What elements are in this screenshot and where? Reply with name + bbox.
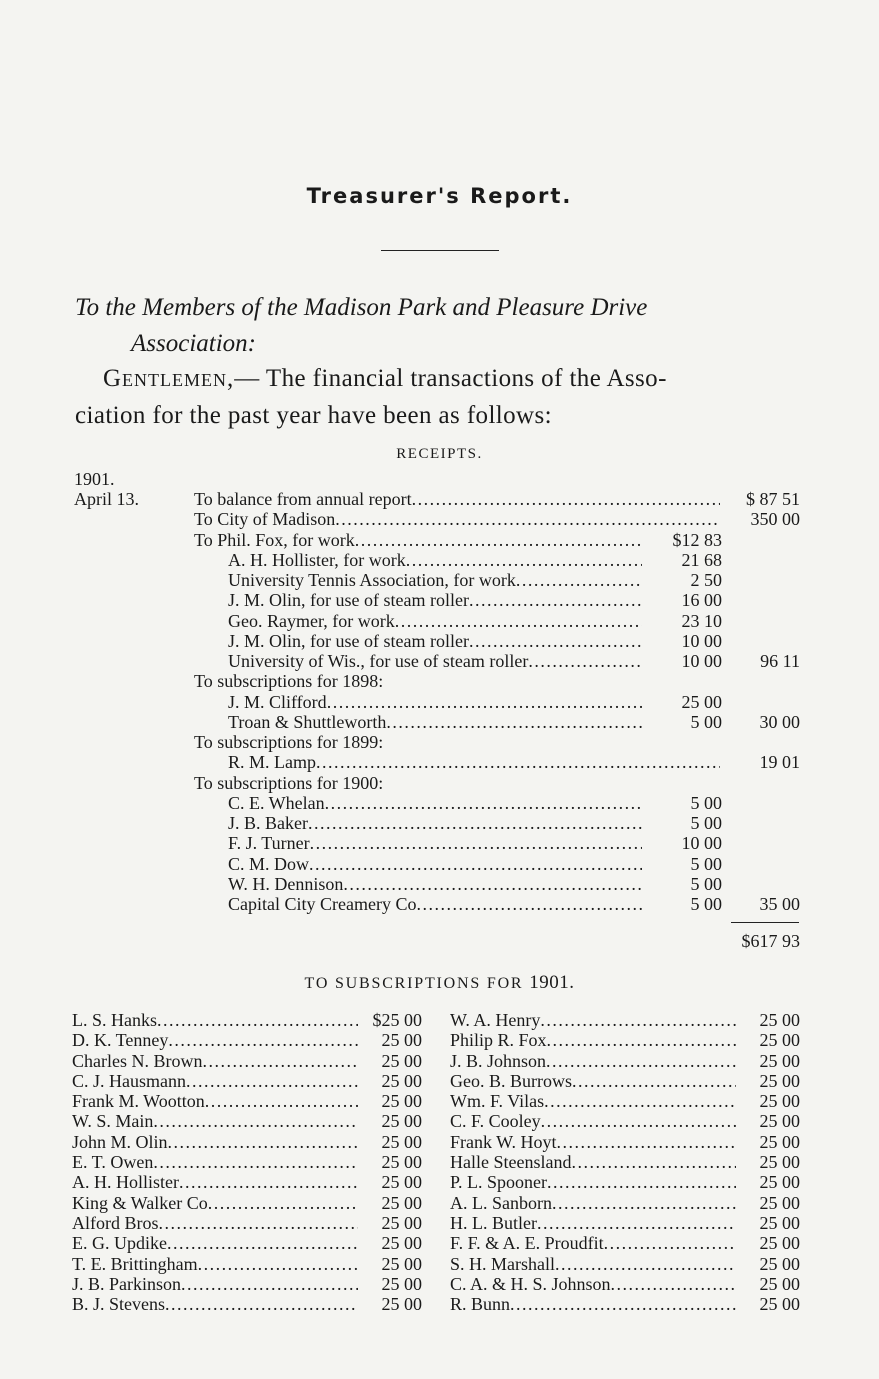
dot-leader [547, 1030, 736, 1050]
ledger-description [228, 611, 642, 631]
dot-leader [157, 1010, 358, 1030]
subscriber-row [72, 1274, 422, 1294]
dot-leader [604, 1233, 736, 1253]
subscriptions-heading-year: 1901. [529, 972, 575, 993]
subscriber-amount: 25 00 [381, 1131, 422, 1152]
ledger-item-amount: 16 00 [681, 590, 722, 611]
ledger-description [228, 651, 642, 671]
subscriber-row [72, 1254, 422, 1274]
subscriber-amount: 25 00 [381, 1070, 422, 1091]
dot-leader [153, 1152, 358, 1172]
subscriber-row [72, 1172, 422, 1192]
ledger-description [228, 813, 642, 833]
subscriber-name: W. A. Henry [450, 1010, 541, 1030]
dot-leader [516, 570, 642, 590]
ledger-row [0, 611, 879, 631]
dot-leader [546, 1051, 736, 1071]
subscriber-amount: 25 00 [759, 1192, 800, 1213]
subscriber-row [72, 1193, 422, 1213]
subscriber-amount: 25 00 [381, 1253, 422, 1274]
ledger-label: University Tennis Association, for work [228, 570, 516, 590]
subscriber-row [450, 1193, 800, 1213]
ledger-subtotal-amount: 350 00 [750, 509, 800, 530]
intro-line-2: ciation for the past year have been as follows: [75, 402, 552, 429]
ledger-label: J. M. Clifford [228, 691, 327, 712]
dot-leader [571, 1152, 736, 1172]
subscriber-amount: 25 00 [759, 1050, 800, 1071]
dot-leader [159, 1213, 359, 1233]
ledger-description [194, 530, 642, 550]
ledger-row [0, 590, 879, 610]
subscriber-amount: 25 00 [381, 1111, 422, 1132]
dot-leader [168, 1030, 358, 1050]
subscriber-name: D. K. Tenney [72, 1030, 169, 1051]
ledger-row [0, 712, 879, 732]
dot-leader [555, 1254, 736, 1274]
ledger-item-amount: 5 00 [690, 873, 722, 894]
ledger-description [228, 854, 642, 874]
ledger-row [0, 651, 879, 671]
ledger-item-amount: 25 00 [681, 691, 722, 712]
ledger-description [228, 833, 642, 853]
dot-leader [544, 1091, 736, 1111]
dot-leader [308, 813, 642, 833]
ledger-label: Troan & Shuttleworth [228, 711, 387, 732]
dot-leader [611, 1274, 736, 1294]
ledger-description [228, 793, 642, 813]
subscriber-name: Philip R. Fox [450, 1030, 547, 1051]
subscriber-amount: 25 00 [759, 1273, 800, 1294]
subscriber-amount: 25 00 [759, 1010, 800, 1030]
subscriber-row [450, 1294, 800, 1314]
dot-leader [335, 509, 720, 529]
ledger-item-amount: $12 83 [672, 529, 722, 550]
dot-leader [528, 651, 642, 671]
dot-leader [309, 854, 642, 874]
ledger-subtotal-amount: $ 87 51 [746, 489, 800, 509]
ledger-subtotal-amount: 35 00 [759, 894, 800, 914]
subscriber-name: Geo. B. Burrows [450, 1070, 572, 1091]
salutation-line-1: To the Members of the Madison Park and Pleasure Drive [75, 294, 648, 321]
dot-leader [355, 530, 642, 550]
ledger-label: J. M. Olin, for use of steam roller [228, 590, 469, 611]
subscriber-row [72, 1091, 422, 1111]
ledger-description [228, 874, 642, 894]
subscriber-amount: 25 00 [759, 1131, 800, 1152]
subscriber-row [450, 1071, 800, 1091]
ledger-label: To Phil. Fox, for work [194, 529, 355, 550]
subscriber-row [72, 1051, 422, 1071]
ledger-description [228, 631, 642, 651]
subscriber-row [72, 1010, 422, 1030]
dot-leader [537, 1213, 736, 1233]
ledger-description [228, 692, 642, 712]
subscriber-amount: 25 00 [381, 1192, 422, 1213]
subscriber-amount: 25 00 [381, 1294, 422, 1315]
ledger-row [0, 793, 879, 813]
ledger-label: To subscriptions for 1898: [194, 671, 384, 692]
ledger-subtotal-amount: 19 01 [759, 752, 800, 773]
dot-leader [327, 692, 642, 712]
ledger-description [194, 773, 642, 793]
subscriber-name: J. B. Johnson [450, 1050, 547, 1071]
subscriber-amount: 25 00 [759, 1091, 800, 1112]
subscriber-amount: 25 00 [759, 1212, 800, 1233]
dot-leader [179, 1172, 358, 1192]
subscriber-amount: 25 00 [381, 1091, 422, 1112]
ledger-item-amount: 23 10 [681, 610, 722, 631]
subscriber-row [72, 1132, 422, 1152]
ledger-item-amount: 10 00 [681, 833, 722, 854]
subscriber-amount: 25 00 [759, 1294, 800, 1315]
ledger-item-amount: 5 00 [690, 711, 722, 732]
ledger-row [0, 631, 879, 651]
subscriber-name: T. E. Brittingham [72, 1253, 198, 1274]
subscriber-name: F. F. & A. E. Proudfit [450, 1233, 604, 1254]
subscriber-name: B. J. Stevens [72, 1294, 166, 1315]
subscriber-row [450, 1213, 800, 1233]
ledger-subtotal-amount: 30 00 [759, 711, 800, 732]
dot-leader [572, 1071, 736, 1091]
dot-leader [552, 1193, 736, 1213]
ledger-item-amount: 21 68 [681, 549, 722, 570]
subscriber-name: Alford Bros [72, 1212, 159, 1233]
dot-leader [547, 1172, 736, 1192]
subscriber-row [450, 1132, 800, 1152]
dot-leader [167, 1233, 358, 1253]
salutation [75, 290, 810, 362]
ledger-description [194, 671, 642, 691]
dot-leader [406, 550, 642, 570]
ledger-row [0, 874, 879, 894]
subscribers-left-column [72, 1010, 422, 1314]
total-rule [731, 922, 799, 923]
dot-leader [168, 1132, 358, 1152]
dot-leader [510, 1294, 736, 1314]
ledger-label: F. J. Turner [228, 833, 310, 854]
subscriber-row [450, 1091, 800, 1111]
ledger-description [228, 550, 642, 570]
ledger-row [0, 671, 879, 691]
dot-leader [395, 611, 642, 631]
dot-leader [205, 1091, 358, 1111]
dot-leader [310, 833, 642, 853]
subscriber-amount: 25 00 [759, 1253, 800, 1274]
dot-leader [386, 712, 642, 732]
intro-paragraph [75, 360, 805, 434]
ledger-label: A. H. Hollister, for work [228, 549, 406, 570]
dot-leader [181, 1274, 358, 1294]
subscriber-row [450, 1233, 800, 1253]
ledger-label: To subscriptions for 1900: [194, 772, 384, 793]
receipts-heading: RECEIPTS. [396, 446, 483, 462]
ledger-item-amount: 5 00 [690, 792, 722, 813]
ledger-row [0, 732, 879, 752]
subscriber-name: A. L. Sanborn [450, 1192, 552, 1213]
subscriber-name: C. F. Cooley [450, 1111, 541, 1132]
subscriber-row [450, 1010, 800, 1030]
subscriber-amount: 25 00 [381, 1030, 422, 1051]
ledger-label: J. M. Olin, for use of steam roller [228, 630, 469, 651]
subscriber-name: E. T. Owen [72, 1152, 154, 1173]
subscriber-name: L. S. Hanks [72, 1010, 157, 1030]
subscriber-row [450, 1051, 800, 1071]
subscriber-amount: 25 00 [381, 1233, 422, 1254]
ledger-item-amount: 10 00 [681, 651, 722, 671]
ledger-item-amount: 5 00 [690, 853, 722, 874]
subscriber-name: C. A. & H. S. Johnson [450, 1273, 611, 1294]
subscriber-name: John M. Olin [72, 1131, 168, 1152]
ledger-description [194, 489, 720, 509]
ledger-description [228, 590, 642, 610]
subscriber-amount: 25 00 [381, 1172, 422, 1193]
ledger-label: R. M. Lamp [228, 752, 316, 773]
subscriptions-heading-text: TO SUBSCRIPTIONS FOR [304, 975, 524, 992]
dot-leader [316, 752, 720, 772]
subscriber-name: J. B. Parkinson [72, 1273, 182, 1294]
dot-leader [557, 1132, 736, 1152]
subscriber-name: Wm. F. Vilas [450, 1091, 545, 1112]
subscriber-name: Halle Steensland [450, 1152, 572, 1173]
subscriber-name: Frank W. Hoyt [450, 1131, 557, 1152]
ledger-year: 1901. [74, 469, 115, 489]
ledger-label: Geo. Raymer, for work [228, 610, 395, 631]
subscriber-row [72, 1071, 422, 1091]
dot-leader [202, 1051, 358, 1071]
ledger-label: To subscriptions for 1899: [194, 732, 384, 752]
subscriber-row [450, 1030, 800, 1050]
ledger-description [228, 752, 720, 772]
ledger-label: W. H. Dennison [228, 873, 344, 894]
ledger-row [0, 752, 879, 772]
subscriptions-heading [0, 972, 879, 994]
subscriber-amount: 25 00 [759, 1030, 800, 1051]
ledger-row [0, 773, 879, 793]
dot-leader [198, 1254, 358, 1274]
subscriber-amount: 25 00 [759, 1152, 800, 1173]
subscriber-amount: 25 00 [759, 1070, 800, 1091]
subscriber-row [450, 1172, 800, 1192]
ledger-item-amount: 5 00 [690, 813, 722, 833]
ledger-row [0, 894, 879, 914]
receipts-total: $617 93 [741, 931, 800, 951]
dot-leader [325, 793, 642, 813]
intro-line-1: — The financial transactions of the Asso- [234, 365, 667, 392]
ledger-item-amount: 2 50 [690, 570, 722, 590]
subscribers-right-column [450, 1010, 800, 1314]
dot-leader [412, 489, 720, 509]
ledger-row [0, 854, 879, 874]
ledger-date: April 13. [74, 489, 139, 509]
subscriber-name: King & Walker Co [72, 1192, 208, 1213]
intro-greeting: Gentlemen, [103, 365, 235, 392]
subscriber-row [72, 1213, 422, 1233]
subscriber-amount: 25 00 [759, 1233, 800, 1254]
dot-leader [343, 874, 642, 894]
ledger-row [0, 509, 879, 529]
subscriber-row [450, 1152, 800, 1172]
subscriber-name: Charles N. Brown [72, 1050, 203, 1071]
subscriber-row [72, 1111, 422, 1131]
ledger-subtotal-amount: 96 11 [760, 651, 800, 671]
ledger-label: University of Wis., for use of steam roller [228, 651, 529, 671]
ledger-description [228, 894, 642, 914]
ledger-label: J. B. Baker [228, 813, 308, 833]
ledger-row [0, 692, 879, 712]
ledger-label: Capital City Creamery Co [228, 894, 417, 914]
subscriber-row [450, 1254, 800, 1274]
subscriber-name: E. G. Updike [72, 1233, 167, 1254]
ledger-label: To balance from annual report [194, 489, 412, 509]
subscriber-row [72, 1030, 422, 1050]
ledger-row [0, 813, 879, 833]
ledger-description [194, 732, 642, 752]
subscriber-row [72, 1233, 422, 1253]
subscriber-row [72, 1294, 422, 1314]
ledger-description [194, 509, 720, 529]
dot-leader [469, 590, 642, 610]
subscriber-name: R. Bunn [450, 1294, 511, 1315]
subscriber-name: C. J. Hausmann [72, 1070, 186, 1091]
dot-leader [153, 1111, 358, 1131]
subscriber-row [72, 1152, 422, 1172]
subscriber-amount: 25 00 [381, 1273, 422, 1294]
subscriber-row [450, 1111, 800, 1131]
salutation-line-2: Association: [131, 330, 256, 357]
ledger-row [0, 570, 879, 590]
ledger-row [0, 489, 879, 509]
title-divider [381, 250, 499, 251]
subscriber-name: Frank M. Wootton [72, 1091, 205, 1112]
subscriber-amount: 25 00 [381, 1152, 422, 1173]
subscriber-name: P. L. Spooner [450, 1172, 548, 1193]
subscriber-name: H. L. Butler [450, 1212, 537, 1233]
subscriber-amount: $25 00 [372, 1010, 422, 1030]
ledger-label: To City of Madison [194, 509, 336, 530]
ledger-row [0, 550, 879, 570]
subscriber-amount: 25 00 [381, 1212, 422, 1233]
subscriber-name: A. H. Hollister [72, 1172, 179, 1193]
ledger-row [0, 530, 879, 550]
dot-leader [416, 894, 642, 914]
page-title: Treasurer's Report. [306, 184, 573, 208]
dot-leader [165, 1294, 358, 1314]
dot-leader [186, 1071, 358, 1091]
subscriber-row [450, 1274, 800, 1294]
ledger-item-amount: 10 00 [681, 630, 722, 651]
ledger-item-amount: 5 00 [690, 894, 722, 914]
ledger-label: C. M. Dow [228, 853, 310, 874]
ledger-description [228, 712, 642, 732]
ledger-row [0, 833, 879, 853]
ledger-description [228, 570, 642, 590]
dot-leader [469, 631, 642, 651]
subscriber-name: S. H. Marshall [450, 1253, 555, 1274]
subscriber-amount: 25 00 [759, 1111, 800, 1132]
subscriber-amount: 25 00 [759, 1172, 800, 1193]
dot-leader [208, 1193, 358, 1213]
dot-leader [540, 1010, 736, 1030]
subscriber-amount: 25 00 [381, 1050, 422, 1071]
dot-leader [541, 1111, 736, 1131]
subscriber-name: W. S. Main [72, 1111, 154, 1132]
ledger-label: C. E. Whelan [228, 792, 325, 813]
